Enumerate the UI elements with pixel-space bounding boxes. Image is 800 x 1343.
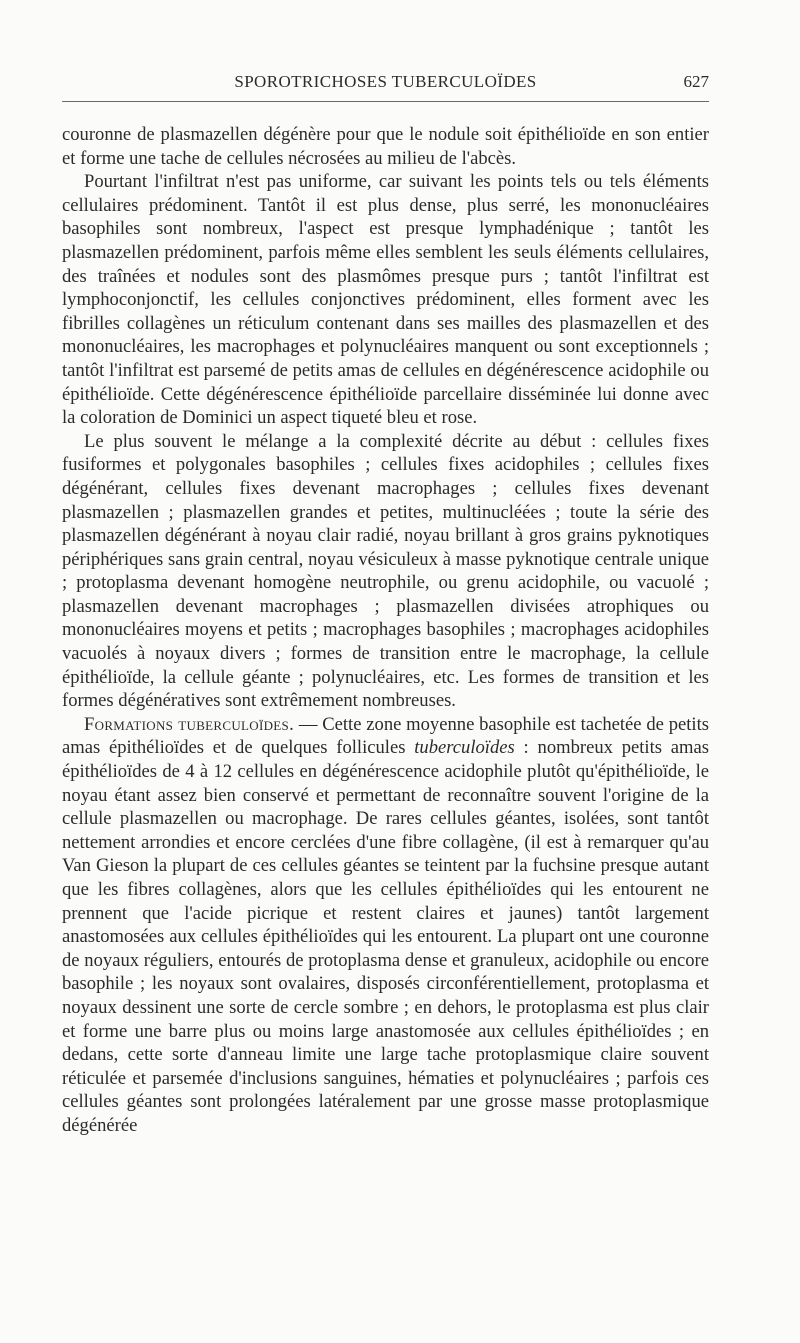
italic-term: tuberculoïdes — [414, 737, 515, 759]
running-header — [62, 72, 709, 102]
page-body — [62, 123, 709, 1138]
paragraph-text: — Cette zone moyenne basophile est tachetée de petits amas épithélioïdes et de quelques follicules — [62, 713, 709, 759]
section-heading: Formations tuberculoïdes. — [84, 713, 295, 735]
paragraph-continued: couronne de plasmazellen dégénère pour que le nodule soit épithélioïde en son entier et forme une tache de cellules nécrosées au milieu de l'abcès. — [62, 124, 709, 169]
page-number: 627 — [683, 72, 709, 91]
paragraph-formations — [62, 713, 709, 1138]
paragraph-melange: Le plus souvent le mélange a la complexité décrite au début : cellules fixes fusiformes et polygonales basophiles ; cellules fixes acidophiles ; cellules fixes dégénérant, cellules fixes devenant macrophages ; cellules fixes devenant plasmazellen ; plasmazellen grandes et petites, multinucléées ; toute la série des plasmazellen dégénérant à noyau clair radié, noyau brillant à gros grains pyknotiques périphériques sans grain central, noyau vésiculeux à masse pyknotique centrale unique ; protoplasma devenant homogène neutrophile, ou grenu acidophile, ou vacuolé ; plasmazellen devenant macrophages ; plasmazellen divisées atrophiques ou mononucléaires moyens et petits ; macrophages basophiles ; macrophages acidophiles vacuolés à noyaux divers ; formes de transition entre le macrophage, la cellule épithélioïde, la cellule géante ; polynucléaires, etc. Les formes de transition et les formes dégénératives sont extrêmement nombreuses. — [62, 430, 709, 712]
paragraph-infiltrat: Pourtant l'infiltrat n'est pas uniforme, car suivant les points tels ou tels éléments cellulaires prédominent. Tantôt il est plus dense, plus serré, les mononucléaires basophiles sont nombreux, l'aspect est presque lymphadénique ; tantôt les plasmazellen prédominent, parfois même elles semblent les seuls éléments cellulaires, des traînées et nodules sont des plasmômes presque purs ; tantôt l'infiltrat est lymphoconjonctif, les cellules conjonctives prédominent, elles forment avec les fibrilles collagènes un réticulum contenant dans ses mailles des plasmazellen et des mononucléaires, les macrophages et polynucléaires manquent ou sont exceptionnels ; tantôt l'infiltrat est parsemé de petits amas de cellules en dégénérescence acidophile ou épithélioïde. Cette dégénérescence épithélioïde parcellaire disséminée lui donne avec la coloration de Dominici un aspect tiqueté bleu et rose. — [62, 171, 709, 429]
paragraph-text: : nombreux petits amas épithélioïdes de 4 à 12 cellules en dégénérescence acidophile plutôt qu'épithélioïde, le noyau étant assez bien conservé et permettant de reconnaître souvent l'origine de la cellule plasmazellen ou macrophage. De rares cellules géantes, isolées, sont tantôt nettement arrondies et encore cerclées d'une fibre collagène, (il est à remarquer qu'au Van Gieson la plupart de ces cellules géantes se teintent par la fuchsine presque autant que les fibres collagènes, alors que les cellules épithélioïdes qui les entourent ne prennent que l'acide picrique et restent claires et jaunes) tantôt largement anastomosées aux cellules épithélioïdes qui les entourent. La plupart ont une couronne de noyaux réguliers, entourés de protoplasma dense et granuleux, acidophile ou encore basophile ; les noyaux sont ovalaires, disposés circonférentiellement, protoplasma et noyaux dessinent une sorte de cercle sombre ; en dehors, le protoplasma est plus clair et forme une barre plus ou moins large anastomosée aux cellules épithélioïdes ; en dedans, cette sorte d'anneau limite une large tache protoplasmique claire souvent réticulée et parsemée d'inclusions sanguines, hématies et polynucléaires ; parfois ces cellules géantes sont prolongées latéralement par une grosse masse protoplasmique dégénérée — [62, 737, 709, 1136]
running-title: SPOROTRICHOSES TUBERCULOÏDES — [234, 72, 537, 91]
